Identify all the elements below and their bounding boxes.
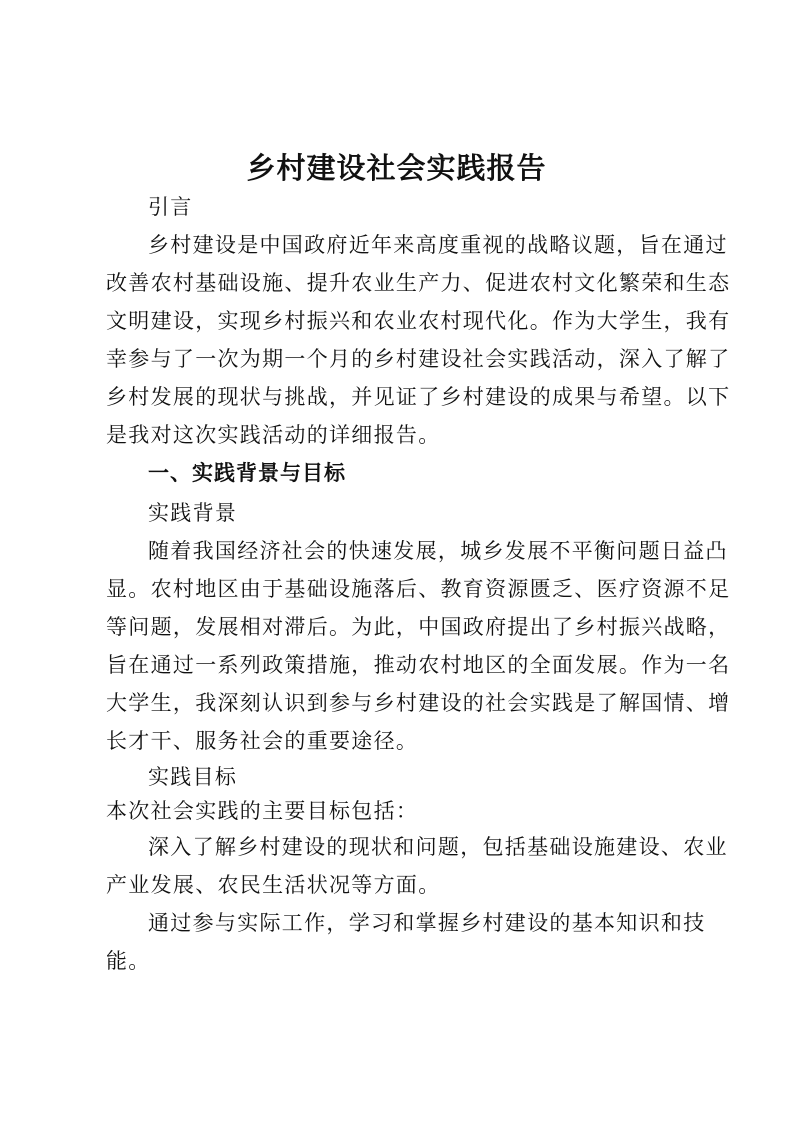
- goal-line: 能。: [106, 949, 151, 973]
- intro-line: 改善农村基础设施、提升农业生产力、促进农村文化繁荣和生态: [106, 271, 731, 295]
- goal-line: 产业发展、农民生活状况等方面。: [106, 873, 441, 897]
- background-line: 旨在通过一系列政策措施，推动农村地区的全面发展。作为一名: [106, 653, 731, 677]
- background-line: 等问题，发展相对滞后。为此，中国政府提出了乡村振兴战略，: [106, 615, 731, 639]
- intro-heading: 引言: [148, 195, 193, 219]
- subsection-heading: 实践背景: [148, 501, 238, 525]
- intro-line: 乡村建设是中国政府近年来高度重视的战略议题，旨在通过: [148, 233, 728, 257]
- background-line: 显。农村地区由于基础设施落后、教育资源匮乏、医疗资源不足: [106, 577, 731, 601]
- background-line: 长才干、服务社会的重要途径。: [106, 729, 419, 753]
- subsection-heading: 实践目标: [148, 765, 238, 789]
- intro-line: 乡村发展的现状与挑战，并见证了乡村建设的成果与希望。以下: [106, 385, 731, 409]
- document-title: 乡村建设社会实践报告: [246, 151, 547, 185]
- intro-line: 文明建设，实现乡村振兴和农业农村现代化。作为大学生，我有: [106, 309, 731, 333]
- section-heading: 一、实践背景与目标: [148, 461, 346, 485]
- intro-line: 是我对这次实践活动的详细报告。: [106, 423, 441, 447]
- background-line: 随着我国经济社会的快速发展，城乡发展不平衡问题日益凸: [148, 539, 728, 563]
- goal-line: 深入了解乡村建设的现状和问题，包括基础设施建设、农业: [148, 835, 728, 859]
- goal-intro: 本次社会实践的主要目标包括：: [106, 799, 419, 823]
- intro-line: 幸参与了一次为期一个月的乡村建设社会实践活动，深入了解了: [106, 347, 731, 371]
- background-line: 大学生，我深刻认识到参与乡村建设的社会实践是了解国情、增: [106, 691, 731, 715]
- goal-line: 通过参与实际工作，学习和掌握乡村建设的基本知识和技: [148, 911, 706, 935]
